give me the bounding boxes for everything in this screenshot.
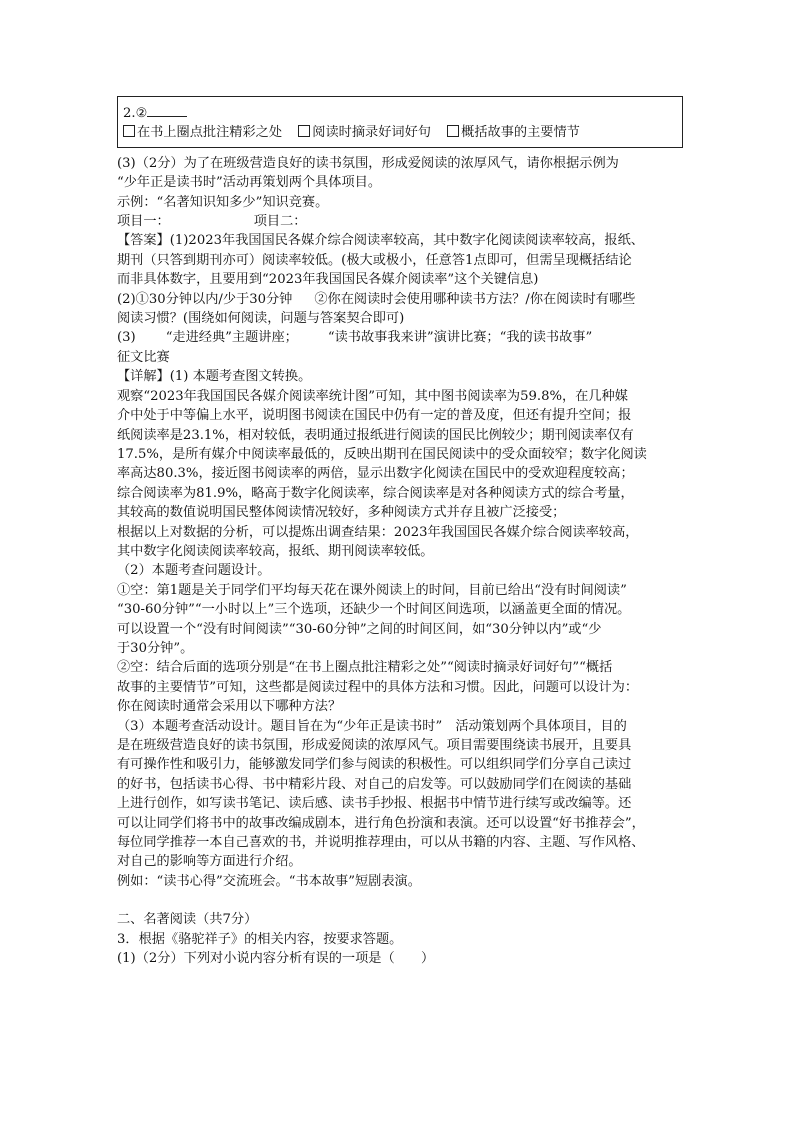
project-two-label: 项目二：: [253, 214, 307, 230]
detail-line: 于30分钟”。: [117, 640, 194, 656]
detail-line: 【详解】(1) 本题考查图文转换。: [117, 369, 312, 385]
detail-line: ①空：第1题是关于同学们平均每天花在课外阅读上的时间，目前已给出“没有时间阅读”: [117, 582, 627, 598]
answer-line: 【答案】(1)2023年我国国民各媒介综合阅读率较高，其中数字化阅读阅读率较高，报纸、: [117, 233, 644, 249]
answer-line: 阅读习惯？(围绕如何阅读，问题与答案契合即可): [117, 311, 405, 327]
answer-blank[interactable]: [147, 104, 187, 117]
checkbox-icon: [123, 125, 135, 137]
detail-line: 介中处于中等偏上水平，说明图书阅读在国民中仍有一定的普及度，但还有提升空间；报: [117, 408, 632, 424]
answer-3-item1: “走进经典”主题讲座；: [165, 330, 298, 346]
detail-line: 是在班级营造良好的读书氛围，形成爱阅读的浓厚风气。项目需要围绕读书展开，且要具: [117, 738, 632, 753]
detail-line: 纸阅读率是23.1%，相对较低，表明通过报纸进行阅读的国民比例较少；期刊阅读率仅有: [117, 427, 634, 443]
detail-line: 例如：“读书心得”交流班会。“书本故事”短剧表演。: [117, 873, 421, 889]
question-3-text: 3．根据《骆驼祥子》的相关内容，按要求答题。: [117, 931, 403, 947]
answer-line: 而非具体数字，且要用到“2023年我国国民各媒介阅读率”这个关键信息): [117, 272, 539, 288]
answer-2-part1: (2)①30分钟以内/少于30分钟: [117, 291, 293, 307]
answer-line: 期刊（只答到期刊亦可）阅读率较低。(极大或极小，任意答1点即可，但需呈现概括结论: [117, 252, 632, 268]
detail-line: （2）本题考查问题设计。: [117, 563, 271, 579]
project-one-label: 项目一：: [117, 214, 170, 230]
detail-line: 综合阅读率为81.9%，略高于数字化阅读率，综合阅读率是对各种阅读方式的综合考量，: [117, 485, 634, 501]
detail-line: （3）本题考查活动设计。题目旨在为“少年正是读书时” 活动策划两个具体项目，目的: [117, 718, 627, 734]
detail-line: 观察“2023年我国国民各媒介阅读率统计图”可知，其中图书阅读率为59.8%，在几种媒: [117, 388, 628, 404]
question-2-label: 2.②: [123, 106, 148, 121]
checkbox-icon: [447, 125, 459, 137]
answer-line: 征文比赛: [117, 349, 170, 365]
question-3-sub1: (1)（2分）下列对小说内容分析有误的一项是（ ）: [117, 951, 435, 967]
option-excerpt[interactable]: 阅读时摘录好词好句: [298, 125, 431, 140]
detail-line: “30-60分钟”“一小时以上”三个选项，还缺少一个时间区间选项，以涵盖更全面的情况。: [117, 602, 631, 618]
answer-3-item2: “读书故事我来讲”演讲比赛；“我的读书故事”: [327, 330, 593, 346]
detail-line: 你在阅读时通常会采用以下哪种方法？: [117, 699, 342, 715]
detail-line: 其较高的数值说明国民整体阅读情况较好，多种阅读方式并存且被广泛接受；: [117, 505, 566, 521]
detail-line: ②空：结合后面的选项分别是“在书上圈点批注精彩之处”“阅读时摘录好词好句”“概括: [117, 660, 613, 676]
detail-line: 上进行创作，如写读书笔记、读后感、读书手抄报、根据书中情节进行续写或改编等。还: [117, 796, 632, 812]
detail-line: 其中数字化阅读阅读率较高，报纸、期刊阅读率较低。: [117, 543, 434, 559]
answer-3-number: (3): [117, 330, 136, 346]
detail-line: 可以设置一个“没有时间阅读”“30-60分钟”之间的时间区间，如“30分钟以内”或“少: [117, 621, 602, 637]
detail-line: 故事的主要情节”可知，这些都是阅读过程中的具体方法和习惯。因此，问题可以设计为：: [117, 679, 639, 695]
detail-line: 有可操作性和吸引力，能够激发同学们参与阅读的积极性。可以组织同学们分享自己读过: [117, 757, 632, 773]
option-summarize[interactable]: 概括故事的主要情节: [447, 125, 580, 140]
q3-text: “少年正是读书时”活动再策划两个具体项目。: [117, 175, 382, 191]
detail-line: 对自己的影响等方面进行介绍。: [117, 854, 302, 870]
question-box: [117, 96, 683, 148]
detail-line: 根据以上对数据的分析，可以提炼出调查结果：2023年我国国民各媒介综合阅读率较高，: [117, 524, 639, 540]
checkbox-icon: [298, 125, 310, 137]
detail-line: 率高达80.3%，接近图书阅读率的两倍，显示出数字化阅读在国民中的受欢迎程度较高；: [117, 466, 634, 482]
detail-line: 的好书，包括读书心得、书中精彩片段、对自己的启发等。可以鼓励同学们在阅读的基础: [117, 776, 632, 792]
q3-example: 示例：“名著知识知多少”知识竞赛。: [117, 194, 329, 210]
answer-2-part2: ②你在阅读时会使用哪种读书方法？/你在阅读时有哪些: [314, 291, 636, 307]
q3-text: (3)（2分）为了在班级营造良好的读书氛围，形成爱阅读的浓厚风气，请你根据示例为: [117, 155, 619, 171]
section-title: 二、名著阅读（共7分）: [117, 912, 258, 928]
detail-line: 可以让同学们将书中的故事改编成剧本，进行角色扮演和表演。还可以设置“好书推荐会”，: [117, 815, 645, 831]
detail-line: 17.5%，是所有媒介中阅读率最低的，反映出期刊在国民阅读中的受众面较窄；数字化阅读: [117, 446, 647, 462]
detail-line: 每位同学推荐一本自己喜欢的书，并说明推荐理由，可以从书籍的内容、主题、写作风格、: [117, 835, 645, 851]
document-page: [117, 96, 683, 968]
option-annotate[interactable]: 在书上圈点批注精彩之处: [123, 125, 282, 140]
